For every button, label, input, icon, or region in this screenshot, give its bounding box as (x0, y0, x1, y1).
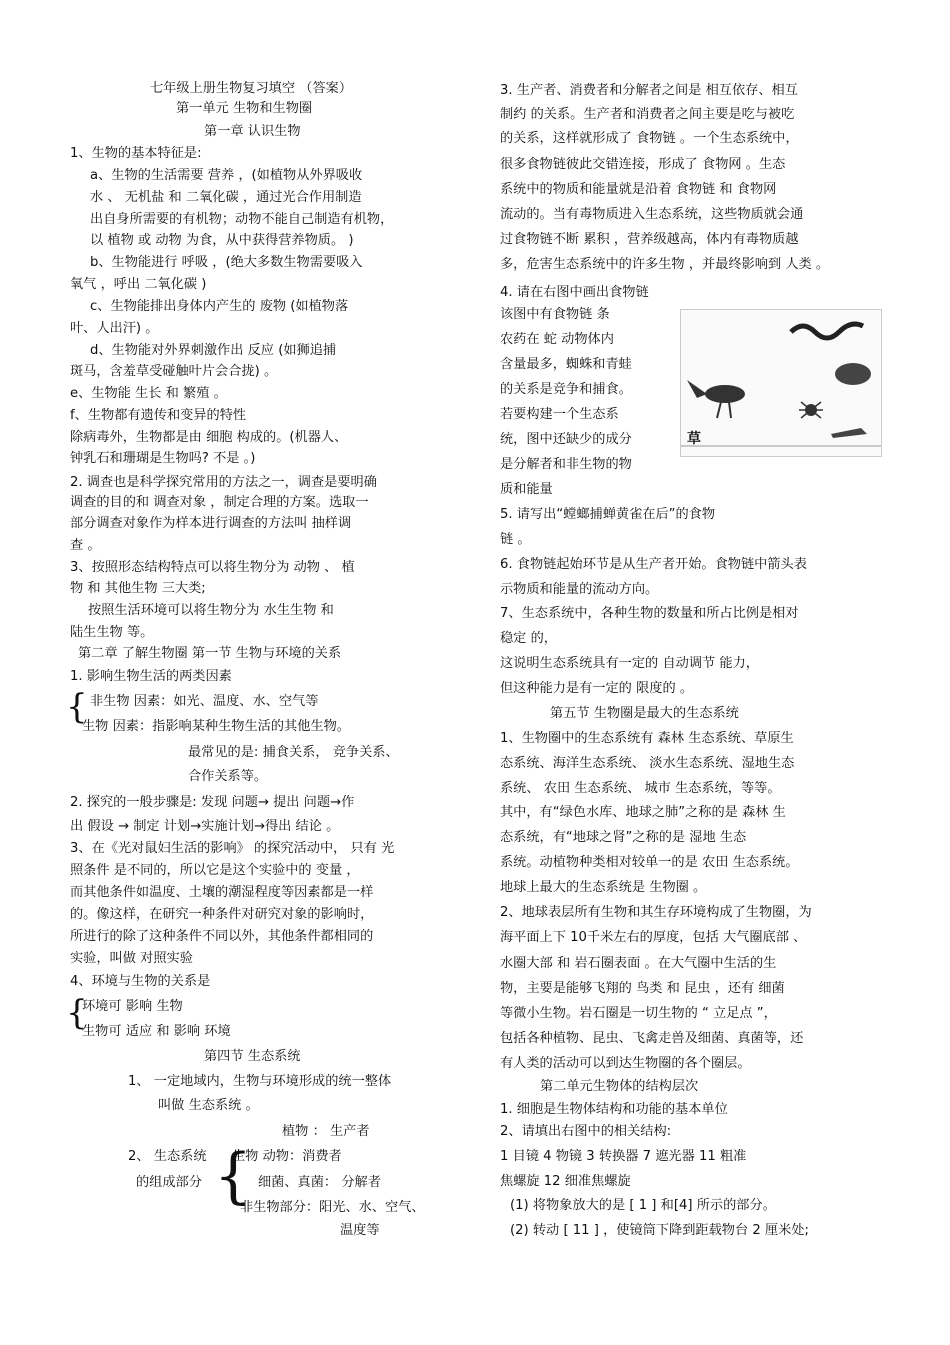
right-line: 1. 细胞是生物体结构和功能的基本单位 (500, 1102, 728, 1117)
right-line: 系统、 农田 生态系统、 城市 生态系统，等等。 (500, 781, 781, 796)
left-line: 除病毒外，生物都是由 细胞 构成的。(机器人、 (70, 430, 348, 445)
left-line: 2. 调查也是科学探究常用的方法之一，调查是要明确 (70, 475, 377, 490)
left-line: 照条件 是不同的，所以它是这个实验中的 变量 ， (70, 863, 360, 878)
right-line: 6. 食物链起始环节是从生产者开始。食物链中箭头表 (500, 557, 807, 572)
left-line: 七年级上册生物复习填空 （答案） (150, 81, 353, 96)
right-line: 这说明生态系统具有一定的 自动调节 能力， (500, 656, 759, 671)
right-line: 态系统，有“地球之肾”之称的是 湿地 生态 (500, 830, 747, 845)
left-line: 查 。 (70, 538, 101, 553)
left-line: 温度等 (340, 1223, 380, 1238)
left-line: 第四节 生态系统 (204, 1049, 301, 1064)
right-line: 7、生态系统中，各种生物的数量和所占比例是相对 (500, 606, 799, 621)
right-line: 4. 请在右图中画出食物链 (500, 285, 649, 300)
left-line: 叫做 生态系统 。 (158, 1098, 259, 1113)
right-line: 第二单元生物体的结构层次 (540, 1079, 699, 1094)
left-line: 4、环境与生物的关系是 (70, 974, 211, 989)
right-line: 系统。动植物种类相对较单一的是 农田 生态系统。 (500, 855, 799, 870)
right-line: 态系统、海洋生态系统、 淡水生态系统、湿地生态 (500, 756, 795, 771)
right-line: 质和能量 (500, 482, 553, 497)
left-line: a、生物的生活需要 营养 ，(如植物从外界吸收 (90, 168, 363, 183)
left-line: e、生物能 生长 和 繁殖 。 (70, 386, 227, 401)
right-line: 地球上最大的生态系统是 生物圈 。 (500, 880, 707, 895)
left-line: d、生物能对外界刺激作出 反应 (如狮追捕 (90, 343, 337, 358)
brace-relations: { (66, 993, 88, 1033)
left-line: 1. 影响生物生活的两类因素 (70, 669, 232, 684)
left-line: 以 植物 或 动物 为食，从中获得营养物质。 ) (90, 233, 354, 248)
left-line: 按照生活环境可以将生物分为 水生生物 和 (88, 603, 334, 618)
right-line: 3. 生产者、消费者和分解者之间是 相互依存、相互 (500, 83, 798, 98)
right-line: 该图中有食物链 条 (500, 307, 610, 322)
left-line: 的。像这样，在研究一种条件对研究对象的影响时， (70, 907, 374, 922)
brace-factors: { (66, 687, 88, 727)
left-line: 水 、 无机盐 和 二氧化碳 ，通过光合作用制造 (90, 190, 362, 205)
right-line: 系统中的物质和能量就是沿着 食物链 和 食物网 (500, 182, 777, 197)
left-line: 植物 ： 生产者 (282, 1124, 370, 1139)
left-line: 第一章 认识生物 (204, 124, 301, 139)
right-line: 农药在 蛇 动物体内 (500, 332, 614, 347)
left-line: 3、按照形态结构特点可以将生物分为 动物 、 植 (70, 560, 355, 575)
left-line: c、生物能排出身体内产生的 废物 (如植物落 (90, 299, 349, 314)
left-line: 生物 动物：消费者 (232, 1149, 342, 1164)
left-line: 而其他条件如温度、土壤的潮湿程度等因素都是一样 (70, 885, 374, 900)
right-line: 海平面上下 10千米左右的厚度，包括 大气圈底部 、 (500, 930, 807, 945)
right-line: 等微小生物。岩石圈是一切生物的 “ 立足点 ”， (500, 1006, 777, 1021)
food-chain-figure (680, 309, 882, 457)
right-line: 物，主要是能够飞翔的 鸟类 和 昆虫 ，还有 细菌 (500, 981, 785, 996)
left-line: 第二章 了解生物圈 第一节 生物与环境的关系 (78, 646, 342, 661)
left-line: 最常见的是: 捕食关系， 竞争关系、 (188, 745, 399, 760)
left-line: 所进行的除了这种条件不同以外，其他条件都相同的 (70, 929, 374, 944)
right-line: 的关系，这样就形成了 食物链 。一个生态系统中， (500, 131, 799, 146)
left-line: 调查的目的和 调查对象 ，制定合理的方案。选取一 (70, 495, 369, 510)
left-line: b、生物能进行 呼吸 ，(绝大多数生物需要吸入 (90, 255, 363, 270)
left-line: 3、在《光对鼠妇生活的影响》 的探究活动中， 只有 光 (70, 841, 395, 856)
right-line: 焦螺旋 12 细准焦螺旋 (500, 1174, 631, 1189)
left-line: 生物 因素：指影响某种生物生活的其他生物。 (82, 719, 350, 734)
left-line: 实验，叫做 对照实验 (70, 951, 193, 966)
left-line: 氧气 ，呼出 二氧化碳 ) (70, 277, 207, 292)
right-line: 链 。 (500, 532, 531, 547)
left-line: 陆生生物 等。 (70, 625, 154, 640)
left-line: 1、生物的基本特征是: (70, 146, 202, 161)
right-line: 稳定 的， (500, 631, 557, 646)
right-line: 是分解者和非生物的物 (500, 457, 632, 472)
left-line: 第一单元 生物和生物圈 (176, 101, 313, 116)
right-line: 包括各种植物、昆虫、飞禽走兽及细菌、真菌等，还 (500, 1031, 804, 1046)
right-line: 统，图中还缺少的成分 (500, 432, 632, 447)
left-line: 非生物部分：阳光、水、空气、 (240, 1200, 425, 1215)
right-line: 但这种能力是有一定的 限度的 。 (500, 681, 694, 696)
left-line: 斑马，含羞草受碰触叶片会合拢) 。 (70, 364, 278, 379)
left-line: 2、 生态系统 (128, 1149, 207, 1164)
left-line: 出 假设 → 制定 计划→实施计划→得出 结论 。 (70, 819, 340, 834)
right-line: 水圈大部 和 岩石圈表面 。在大气圈中生活的生 (500, 956, 777, 971)
right-line: 1 目镜 4 物镜 3 转换器 7 遮光器 11 粗准 (500, 1149, 747, 1164)
right-line: 5. 请写出“螳螂捕蝉黄雀在后”的食物 (500, 507, 716, 522)
right-line: 示物质和能量的流动方向。 (500, 582, 659, 597)
left-line: 出自身所需要的有机物；动物不能自己制造有机物， (90, 212, 394, 227)
brace-ecosystem: { (214, 1141, 253, 1211)
left-line: 环境可 影响 生物 (82, 999, 183, 1014)
right-line: 2、请填出右图中的相关结构: (500, 1124, 672, 1139)
right-line: 若要构建一个生态系 (500, 407, 619, 422)
right-line: 第五节 生物圈是最大的生态系统 (550, 706, 739, 721)
left-line: 物 和 其他生物 三大类; (70, 581, 206, 596)
right-line: 流动的。当有毒物质进入生态系统，这些物质就会通 (500, 207, 804, 222)
right-line: 制约 的关系。生产者和消费者之间主要是吃与被吃 (500, 107, 795, 122)
left-line: 叶、人出汗) 。 (70, 321, 159, 336)
left-line: 生物可 适应 和 影响 环境 (82, 1024, 231, 1039)
right-line: 很多食物链彼此交错连接，形成了 食物网 。生态 (500, 157, 786, 172)
left-line: 的组成部分 (136, 1175, 202, 1190)
right-line: 其中，有“绿色水库、地球之肺”之称的是 森林 生 (500, 805, 786, 820)
left-line: 1、 一定地域内，生物与环境形成的统一整体 (128, 1074, 392, 1089)
right-line: 的关系是竞争和捕食。 (500, 382, 632, 397)
left-line: 钟乳石和珊瑚是生物吗? 不是 。) (70, 451, 256, 466)
right-line: 多，危害生态系统中的许多生物 ，并最终影响到 人类 。 (500, 257, 830, 272)
right-line: (2) 转动 [ 11 ] ，使镜筒下降到距载物台 2 厘米处; (510, 1223, 809, 1238)
right-line: (1) 将物象放大的是 [ 1 ] 和[4] 所示的部分。 (510, 1198, 776, 1213)
right-line: 过食物链不断 累积 ，营养级越高，体内有毒物质越 (500, 232, 799, 247)
left-line: f、生物都有遗传和变异的特性 (70, 408, 247, 423)
left-line: 2. 探究的一般步骤是: 发现 问题→ 提出 问题→作 (70, 795, 355, 810)
figure-grass-label: 草 (687, 431, 701, 447)
left-line: 细菌、真菌： 分解者 (258, 1175, 381, 1190)
left-line: 合作关系等。 (188, 769, 268, 784)
right-line: 1、生物圈中的生态系统有 森林 生态系统、草原生 (500, 731, 794, 746)
right-line: 有人类的活动可以到达生物圈的各个圈层。 (500, 1056, 751, 1071)
left-line: 非生物 因素：如光、温度、水、空气等 (90, 694, 319, 709)
right-line: 2、地球表层所有生物和其生存环境构成了生物圈，为 (500, 905, 812, 920)
right-line: 含量最多，蜘蛛和青蛙 (500, 357, 632, 372)
left-line: 部分调查对象作为样本进行调查的方法叫 抽样调 (70, 516, 352, 531)
